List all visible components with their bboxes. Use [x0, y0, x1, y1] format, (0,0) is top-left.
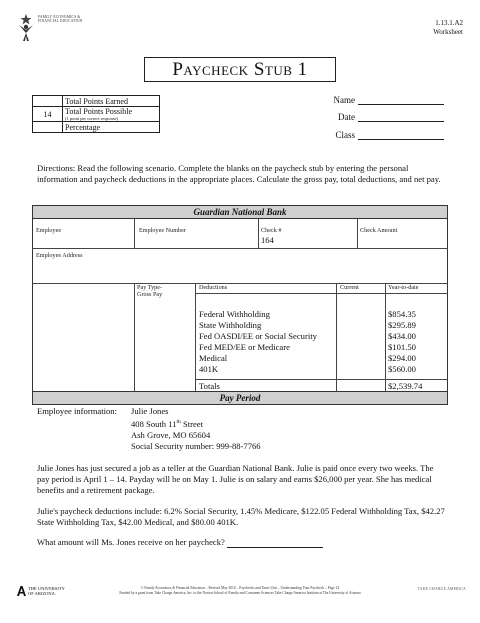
date-field[interactable]	[338, 112, 444, 122]
divider	[32, 248, 448, 249]
fefe-logo	[14, 13, 38, 43]
street-sup: th	[176, 419, 181, 425]
divider	[357, 219, 358, 248]
name-line[interactable]	[358, 96, 444, 105]
points-possible-value: 14	[33, 107, 63, 122]
deductions-header: Deductions	[199, 284, 228, 291]
question-text: What amount will Ms. Jones receive on her paycheck?	[37, 537, 225, 547]
class-label: Class	[335, 130, 355, 140]
divider	[134, 219, 135, 248]
deduction-ytd: $101.50	[388, 342, 416, 352]
totals-label: Totals	[199, 381, 220, 391]
divider	[336, 283, 337, 391]
footer-text	[90, 586, 390, 596]
scenario-paragraph-2: Julie's paycheck deductions include: 6.2% Social Security, 1.45% Medicare, $122.05 Federal Withholding Tax, $42.27 State Withholding Tax, $42.00 Medical, and $80.00 401K.	[37, 506, 445, 527]
check-number-label: Check #	[261, 227, 282, 234]
employee-info-label: Employee information:	[37, 406, 117, 416]
scenario-paragraph-1: Julie Jones has just secured a job as a teller at the Guardian National Bank. Julie is paid once every two weeks. The pay period is April 1 – 14. Payday will be on May 1. Julie is on salary and earns $26,000 per year. She has medical benefits and a retirement package.	[37, 463, 434, 495]
totals-ytd: $2,539.74	[388, 381, 423, 391]
score-table	[32, 95, 160, 133]
question	[37, 537, 447, 548]
employee-label: Employee	[36, 227, 62, 234]
points-possible-label: Total Points Possible	[65, 107, 133, 116]
points-possible-cell	[63, 107, 160, 122]
person-star-icon	[14, 13, 38, 43]
university-a-icon	[17, 586, 26, 596]
deduction-name: Federal Withholding	[199, 309, 270, 319]
check-number-value: 164	[261, 235, 274, 245]
document-id	[433, 19, 463, 37]
employee-city: Ash Grove, MO 65604	[131, 429, 211, 440]
answer-line[interactable]	[227, 539, 323, 548]
percentage-blank[interactable]	[33, 122, 63, 133]
deduction-name: Medical	[199, 353, 228, 363]
footer-line-1: © Family Economics & Financial Education – Revised May 2010 – Paychecks and Taxes Unit – Understanding Your Paycheck – Page 14	[140, 586, 340, 590]
street-suffix: Street	[180, 418, 204, 429]
page-title: Paycheck Stub 1	[144, 57, 336, 82]
deduction-ytd: $854.35	[388, 309, 416, 319]
document-type: Worksheet	[433, 28, 463, 36]
deduction-name: Fed OASDI/EE or Social Security	[199, 331, 317, 341]
employee-number-label: Employee Number	[139, 227, 186, 234]
divider	[195, 283, 196, 391]
deduction-ytd: $560.00	[388, 364, 416, 374]
employee-info	[37, 406, 447, 452]
employee-address-label: Employee Address	[36, 252, 83, 259]
deductions-list	[199, 309, 317, 375]
name-label: Name	[333, 95, 355, 105]
directions-text: Directions: Read the following scenario. Complete the blanks on the paycheck stub by entering the personal information and paycheck deductions in the appropriate places. Calculate the gross pay, total deductions, and net pay.	[37, 163, 441, 184]
deduction-name: 401K	[199, 364, 219, 374]
deduction-ytd: $294.00	[388, 353, 416, 363]
university-line-2: OF ARIZONA.	[28, 591, 57, 596]
take-charge-america-logo: TAKE CHARGE AMERICA	[417, 587, 466, 591]
deduction-ytd: $295.89	[388, 320, 416, 330]
ytd-header: Year-to-date	[388, 284, 419, 291]
footer-line-2: Funded by a grant from Take Charge America, Inc. to the Norton School of Family and Consumer Sciences Take Charge America Institute at The University of Arizona	[119, 591, 361, 595]
pay-period-bar: Pay Period	[32, 391, 448, 405]
totals-divider	[195, 379, 448, 380]
class-line[interactable]	[358, 131, 444, 140]
bank-name-bar: Guardian National Bank	[32, 205, 448, 219]
pay-type-label	[137, 284, 162, 298]
employee-street	[37, 417, 447, 430]
deduction-ytd: $434.00	[388, 331, 416, 341]
divider	[258, 219, 259, 248]
points-earned-label: Total Points Earned	[63, 96, 160, 107]
employee-name: Julie Jones	[131, 406, 169, 416]
date-line[interactable]	[358, 113, 444, 122]
class-field[interactable]	[335, 130, 444, 140]
logo-text: FAMILY ECONOMICS & FINANCIAL EDUCATION	[38, 15, 83, 24]
street-text: 408 South 11	[131, 418, 177, 429]
gross-pay-text: Gross Pay	[137, 291, 163, 298]
name-field[interactable]	[334, 95, 445, 105]
percentage-label: Percentage	[63, 122, 160, 133]
score-blank[interactable]	[33, 96, 63, 107]
university-logo	[17, 586, 65, 596]
check-amount-label: Check Amount	[360, 227, 398, 234]
document-number: 1.13.1.A2	[435, 19, 463, 27]
pay-type-text: Pay Type-	[137, 284, 163, 291]
current-header: Current	[340, 284, 359, 291]
ytd-list	[388, 309, 416, 375]
date-label: Date	[338, 112, 355, 122]
divider	[385, 283, 386, 391]
employee-ssn: Social Security number: 999-88-7766	[131, 440, 261, 451]
divider	[134, 283, 135, 391]
divider	[195, 293, 448, 294]
deduction-name: State Withholding	[199, 320, 262, 330]
deduction-name: Fed MED/EE or Medicare	[199, 342, 290, 352]
points-possible-note: (1 point per correct response)	[65, 116, 118, 121]
university-line-1: THE UNIVERSITY	[28, 586, 65, 591]
